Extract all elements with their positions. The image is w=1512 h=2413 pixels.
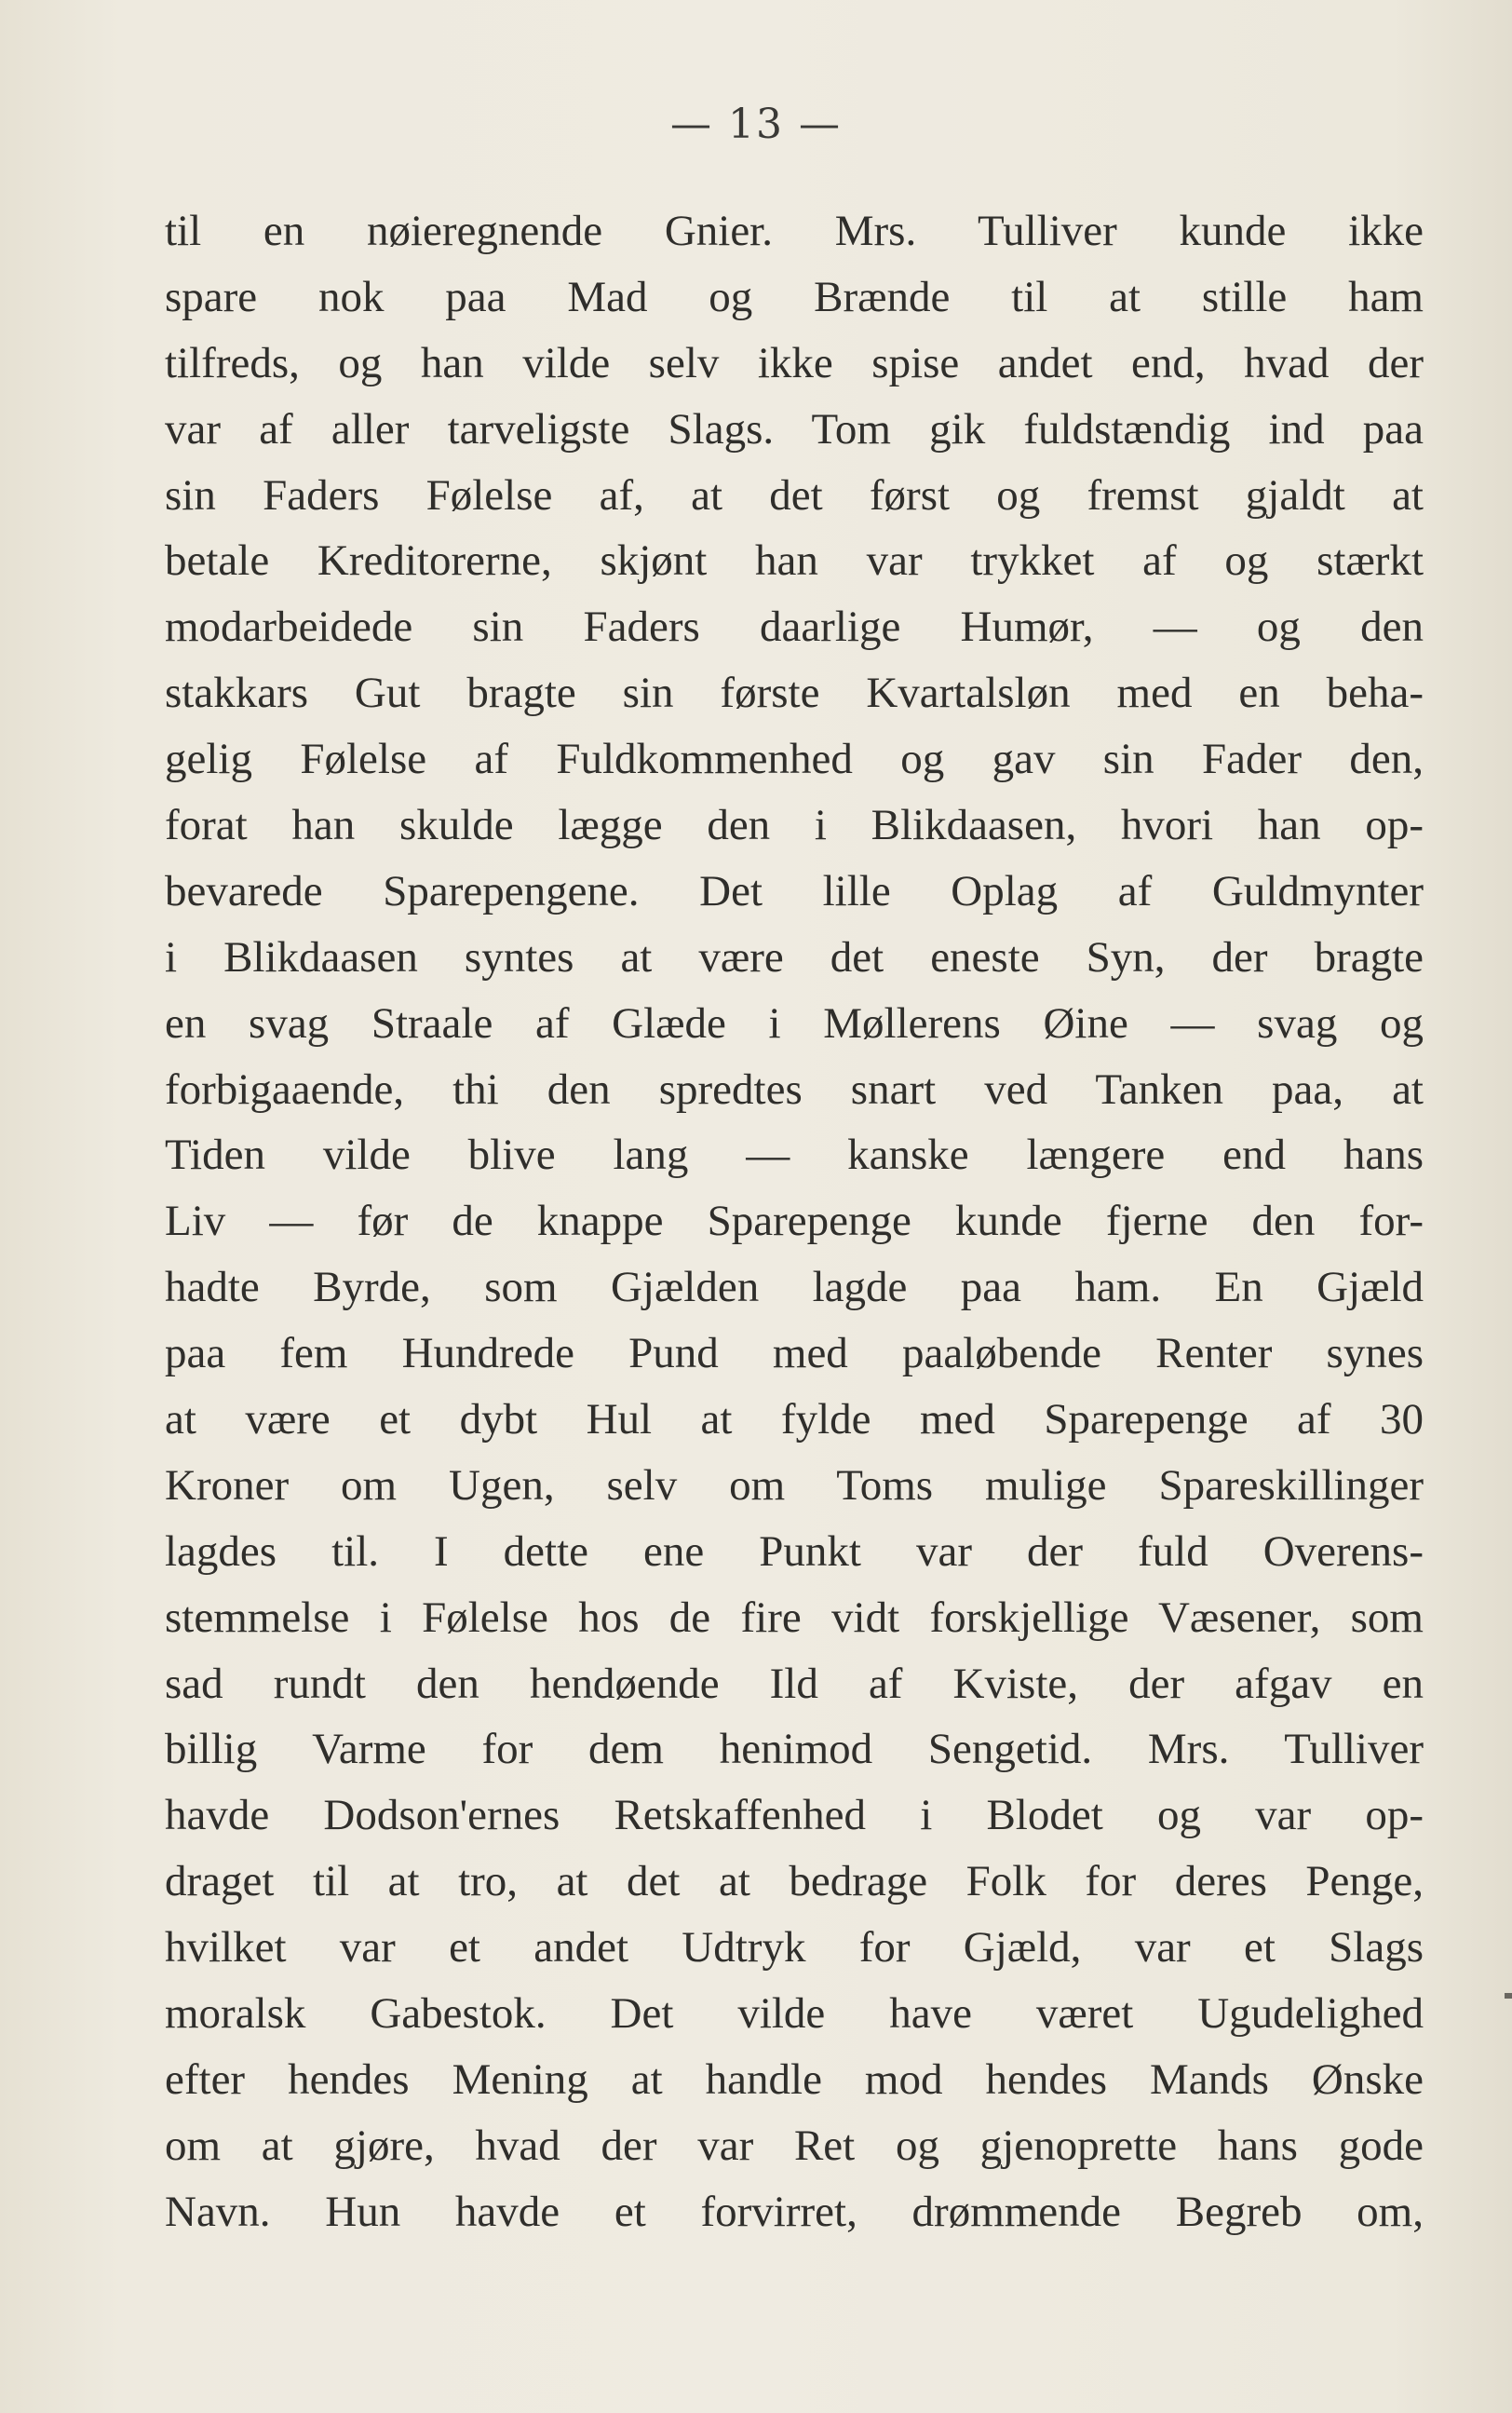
text-line: moralsk Gabestok. Det vilde have været Ugudelighed <box>165 1989 1424 2039</box>
body-text <box>165 198 1424 2245</box>
text-line: Tiden vilde blive lang — kanske længere end hans <box>165 1131 1424 1180</box>
text-line: bevarede Sparepengene. Det lille Oplag af Guldmynter <box>165 866 1424 915</box>
text-line: efter hendes Mening at handle mod hendes Mands Ønske <box>165 2054 1424 2104</box>
text-line: i Blikdaasen syntes at være det eneste Syn, der bragte <box>165 932 1424 982</box>
text-line: draget til at tro, at det at bedrage Folk for deres Penge, <box>165 1857 1424 1906</box>
text-line: spare nok paa Mad og Brænde til at stille ham <box>165 272 1424 321</box>
text-line: var af aller tarveligste Slags. Tom gik fuldstændig ind paa <box>165 404 1424 454</box>
text-line: forbigaaende, thi den spredtes snart ved Tanken paa, at <box>165 1064 1424 1114</box>
text-line: om at gjøre, hvad der var Ret og gjenoprette hans gode <box>165 2121 1424 2170</box>
text-line: at være et dybt Hul at fylde med Sparepenge af 30 <box>165 1395 1424 1444</box>
text-line: sin Faders Følelse af, at det først og fremst gjaldt at <box>165 470 1424 520</box>
text-line: billig Varme for dem henimod Sengetid. Mrs. Tulliver <box>165 1725 1424 1774</box>
text-line: Kroner om Ugen, selv om Toms mulige Spareskillinger <box>165 1460 1424 1510</box>
text-line: stakkars Gut bragte sin første Kvartalsløn med en beha- <box>165 669 1424 718</box>
text-line: stemmelse i Følelse hos de fire vidt forskjellige Væsener, som <box>165 1593 1424 1642</box>
text-line: Navn. Hun havde et forvirret, drømmende Begreb om, <box>165 2187 1424 2236</box>
text-line: havde Dodson'ernes Retskaffenhed i Blodet og var op- <box>165 1791 1424 1840</box>
text-line: forat han skulde lægge den i Blikdaasen, hvori han op- <box>165 801 1424 850</box>
text-line: en svag Straale af Glæde i Møllerens Øine — svag og <box>165 998 1424 1048</box>
text-line: tilfreds, og han vilde selv ikke spise andet end, hvad der <box>165 338 1424 387</box>
page-edge-mark <box>1505 1993 1512 1999</box>
text-line: betale Kreditorerne, skjønt han var trykket af og stærkt <box>165 536 1424 586</box>
text-line: hvilket var et andet Udtryk for Gjæld, var et Slags <box>165 1923 1424 1972</box>
text-line: lagdes til. I dette ene Punkt var der fuld Overens- <box>165 1526 1424 1576</box>
text-line: Liv — før de knappe Sparepenge kunde fjerne den for- <box>165 1197 1424 1246</box>
text-line: sad rundt den hendøende Ild af Kviste, der afgav en <box>165 1659 1424 1708</box>
text-line: hadte Byrde, som Gjælden lagde paa ham. En Gjæld <box>165 1263 1424 1312</box>
text-line: paa fem Hundrede Pund med paaløbende Renter synes <box>165 1329 1424 1378</box>
text-line: til en nøieregnende Gnier. Mrs. Tulliver kunde ikke <box>165 207 1424 255</box>
text-line: modarbeidede sin Faders daarlige Humør, — og den <box>165 603 1424 652</box>
text-line: gelig Følelse af Fuldkommenhed og gav sin Fader den, <box>165 735 1424 784</box>
page-number: — 13 — <box>670 101 842 148</box>
